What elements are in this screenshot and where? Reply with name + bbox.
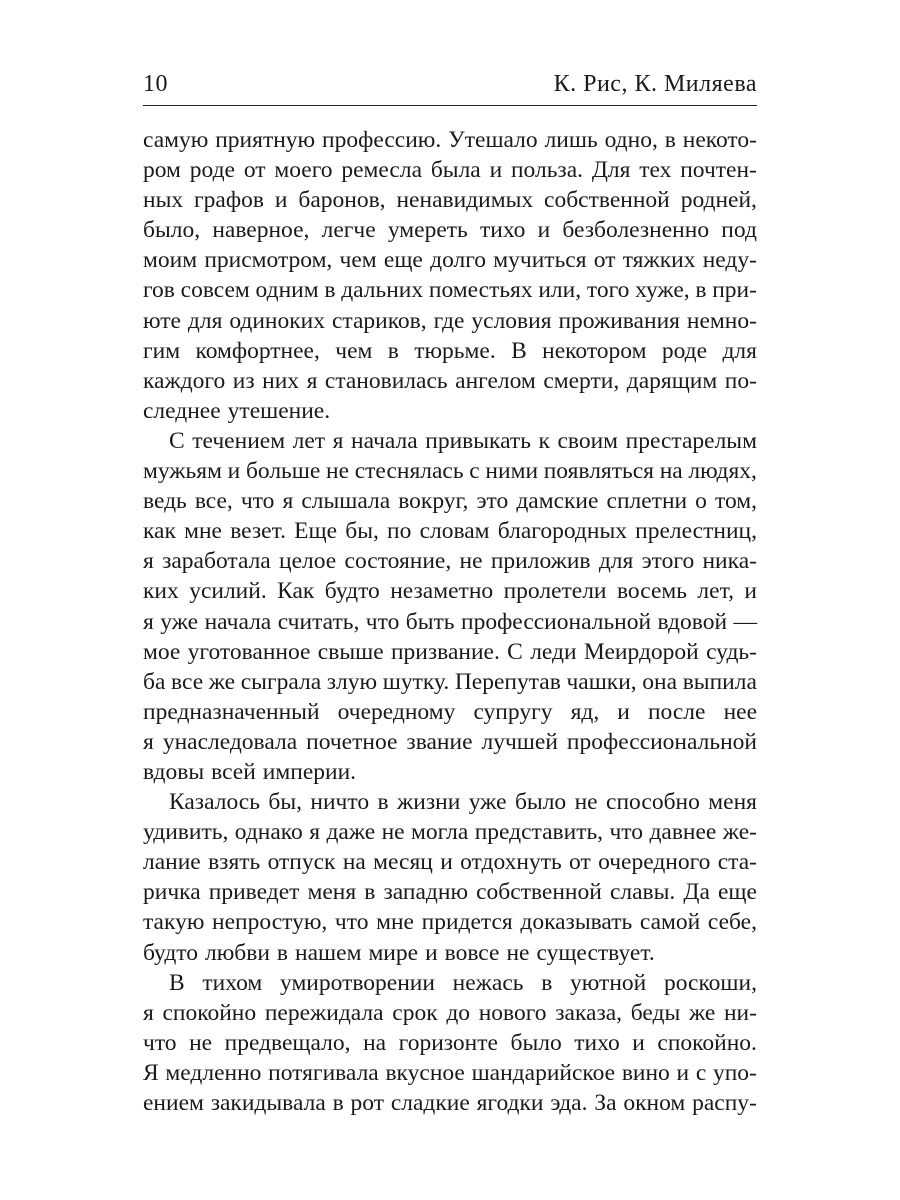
paragraph [143, 125, 757, 426]
text-line: ких усилий. Как будто незаметно пролетели восемь лет, и [143, 578, 757, 605]
running-head [143, 64, 757, 98]
text-line: что не предвещало, на горизонте было тихо и спокойно. [143, 1029, 757, 1056]
text-line: удивить, однако я даже не могла представить, что давнее же- [143, 819, 757, 846]
text-line: вдовы всей империи. [143, 758, 357, 785]
text-line: ведь все, что я слышала вокруг, это дамские сплетни о том, [143, 488, 757, 515]
paragraph [143, 426, 757, 787]
text-line: С течением лет я начала привыкать к своим престарелым [169, 427, 757, 454]
text-line: самую приятную профессию. Утешало лишь одно, в некото- [143, 127, 757, 153]
text-line: я спокойно пережидала срок до нового заказа, беды же ни- [143, 999, 757, 1026]
text-line: предназначенный очередному супругу яд, и после нее [143, 698, 757, 725]
text-line: каждого из них я становилась ангелом смерти, дарящим по- [143, 367, 757, 394]
text-line: ением закидывала в рот сладкие ягодки эда. За окном распу- [143, 1090, 757, 1116]
text-line: мужьям и больше не стеснялась с ними появляться на людях, [143, 458, 757, 485]
text-line: было, наверное, легче умереть тихо и безболезненно под [143, 217, 757, 244]
paragraph [143, 787, 757, 968]
page-number: 10 [143, 71, 168, 97]
body-text [143, 125, 757, 1118]
text-line: такую непростую, что мне придется доказывать самой себе, [143, 909, 757, 936]
text-line: В тихом умиротворении нежась в уютной роскоши, [169, 969, 757, 996]
text-line: Я медленно потягивала вкусное шандарийское вино и с упо- [143, 1059, 757, 1086]
header-rule [143, 105, 757, 106]
text-line: я уже начала считать, что быть профессиональной вдовой — [143, 608, 757, 635]
text-line: юте для одиноких стариков, где условия проживания немно- [143, 307, 757, 334]
text-line: как мне везет. Еще бы, по словам благородных прелестниц, [143, 518, 757, 545]
text-line: ром роде от моего ремесла была и польза. Для тех почтен- [143, 157, 757, 184]
text-line: гов совсем одним в дальних поместьях или, того хуже, в при- [143, 277, 757, 304]
text-line: гим комфортнее, чем в тюрьме. В некотором роде для [143, 337, 757, 364]
text-line: следнее утешение. [143, 397, 331, 424]
text-line: мое уготованное свыше призвание. С леди Меирдорой судь- [143, 638, 757, 665]
paragraph [143, 968, 757, 1118]
author-names: К. Рис, К. Миляева [553, 71, 757, 97]
text-line: ных графов и баронов, ненавидимых собственной родней, [143, 187, 757, 214]
text-line: я унаследовала почетное звание лучшей профессиональной [143, 728, 757, 755]
text-line: лание взять отпуск на месяц и отдохнуть от очередного ста- [143, 849, 757, 876]
text-line: ба все же сыграла злую шутку. Перепутав чашки, она выпила [143, 668, 757, 695]
text-line: я заработала целое состояние, не приложив для этого ника- [143, 548, 757, 575]
text-line: Казалось бы, ничто в жизни уже было не способно меня [169, 789, 757, 816]
text-line: ричка приведет меня в западню собственной славы. Да еще [143, 879, 757, 906]
text-line: моим присмотром, чем еще долго мучиться от тяжких неду- [143, 247, 757, 274]
text-line: будто любви в нашем мире и вовсе не существует. [143, 939, 655, 966]
